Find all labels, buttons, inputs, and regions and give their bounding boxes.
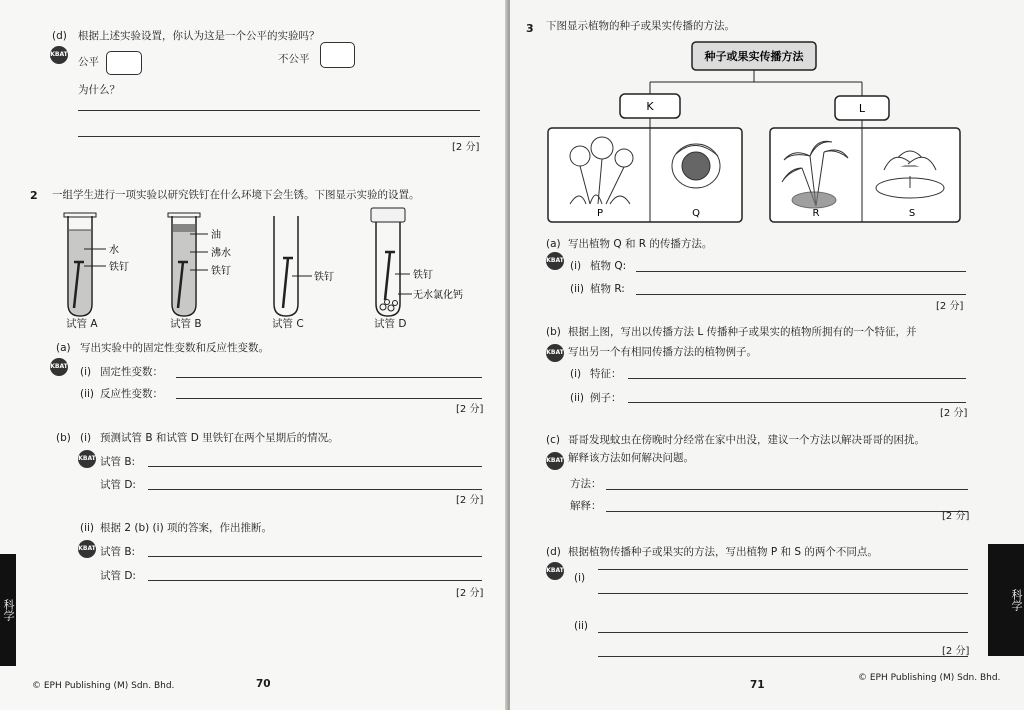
q3b-marks: [2 分] bbox=[940, 408, 968, 419]
tube-d-label-cacl2: 无水氯化钙 bbox=[413, 290, 463, 301]
q3c-question-line2: 解释该方法如何解决问题。 bbox=[568, 452, 694, 464]
q2b-marks: [2 分] bbox=[456, 495, 484, 506]
q3d-label: (d) bbox=[546, 546, 561, 558]
q2b-label: (b) bbox=[56, 432, 71, 444]
left-page bbox=[0, 0, 508, 710]
q3-number: 3 bbox=[526, 22, 534, 35]
q3c-explain-label: 解释： bbox=[570, 500, 602, 512]
q3b-question-line2: 写出另一个有相同传播方法的植物例子。 bbox=[568, 346, 757, 358]
hots-badge-icon: KBAT bbox=[50, 46, 68, 64]
answer-line[interactable] bbox=[598, 593, 968, 594]
test-tube-a bbox=[64, 213, 129, 316]
q2a-ii-text: 反应性变数： bbox=[100, 388, 163, 400]
answer-line[interactable] bbox=[628, 378, 966, 379]
answer-line[interactable] bbox=[78, 136, 480, 137]
tube-b-label-oil: 油 bbox=[211, 230, 221, 241]
answer-line[interactable] bbox=[148, 556, 482, 557]
hots-badge-icon: KBAT bbox=[546, 452, 564, 470]
q2b-i-num: (i) bbox=[80, 432, 92, 444]
q2b-ii-question: 根据 2 (b) (i) 项的答案，作出推断。 bbox=[100, 522, 272, 534]
subject-tab: 科学 bbox=[988, 544, 1024, 656]
q3b-i-text: 特征： bbox=[590, 368, 622, 380]
q3c-method-label: 方法： bbox=[570, 478, 602, 490]
q3c-marks: [2 分] bbox=[942, 511, 970, 522]
tube-a-label-nail: 铁钉 bbox=[109, 262, 129, 273]
answer-line[interactable] bbox=[598, 632, 968, 633]
hots-badge-icon: KBAT bbox=[546, 562, 564, 580]
plant-r-label: R bbox=[812, 208, 820, 219]
q3d-ii-num: (ii) bbox=[574, 620, 589, 632]
q2b-ii-tube-b: 试管 B: bbox=[100, 546, 136, 558]
q2b-question: 预测试管 B 和试管 D 里铁钉在两个星期后的情况。 bbox=[100, 432, 339, 444]
plant-p-label: P bbox=[596, 208, 604, 219]
fair-label: 公平 bbox=[78, 56, 99, 68]
hots-badge-icon: KBAT bbox=[50, 358, 68, 376]
hots-badge-icon: KBAT bbox=[78, 540, 96, 558]
q1d-label: (d) bbox=[52, 30, 67, 42]
hots-badge-icon: KBAT bbox=[546, 252, 564, 270]
tube-a-name: 试管 A bbox=[66, 318, 98, 330]
q2a-marks: [2 分] bbox=[456, 404, 484, 415]
q3a-label: (a) bbox=[546, 238, 561, 250]
q2a-question: 写出实验中的固定性变数和反应性变数。 bbox=[80, 342, 269, 354]
q2a-ii-num: (ii) bbox=[80, 388, 95, 400]
answer-line[interactable] bbox=[148, 466, 482, 467]
q1d-marks: [2 分] bbox=[452, 142, 480, 153]
tube-d-label-nail: 铁钉 bbox=[413, 270, 433, 281]
tube-c-label-nail: 铁钉 bbox=[314, 272, 334, 283]
seed-dispersal-diagram bbox=[540, 38, 970, 224]
q3b-ii-num: (ii) bbox=[570, 392, 585, 404]
q3a-i-text: 植物 Q: bbox=[590, 260, 627, 272]
q2b-ii-tube-d: 试管 D: bbox=[100, 570, 136, 582]
q2-number: 2 bbox=[30, 189, 38, 202]
q2b-tube-d: 试管 D: bbox=[100, 479, 136, 491]
plant-s-label: S bbox=[908, 208, 916, 219]
q3-question: 下图显示植物的种子或果实传播的方法。 bbox=[546, 20, 735, 32]
q3d-i-num: (i) bbox=[574, 572, 586, 584]
copyright: © EPH Publishing (M) Sdn. Bhd. bbox=[858, 673, 1001, 683]
copyright: © EPH Publishing (M) Sdn. Bhd. bbox=[32, 681, 175, 691]
q3c-label: (c) bbox=[546, 434, 560, 446]
test-tube-d bbox=[371, 208, 463, 316]
q2a-i-text: 固定性变数： bbox=[100, 366, 163, 378]
q3b-i-num: (i) bbox=[570, 368, 582, 380]
tube-b-name: 试管 B bbox=[170, 318, 202, 330]
answer-line[interactable] bbox=[636, 294, 966, 295]
answer-line[interactable] bbox=[636, 271, 966, 272]
test-tube-c bbox=[274, 216, 334, 316]
test-tube-diagram bbox=[50, 204, 490, 330]
answer-line[interactable] bbox=[148, 489, 482, 490]
q3a-marks: [2 分] bbox=[936, 301, 964, 312]
tube-b-label-water: 沸水 bbox=[211, 248, 231, 259]
answer-line[interactable] bbox=[606, 511, 968, 512]
answer-line[interactable] bbox=[78, 110, 480, 111]
plant-q-illustration bbox=[672, 144, 720, 188]
answer-line[interactable] bbox=[598, 656, 968, 657]
hots-badge-icon: KBAT bbox=[546, 344, 564, 362]
q3a-question: 写出植物 Q 和 R 的传播方法。 bbox=[568, 238, 713, 250]
q2a-label: (a) bbox=[56, 342, 71, 354]
q3b-label: (b) bbox=[546, 326, 561, 338]
q3d-marks: [2 分] bbox=[942, 646, 970, 657]
q2b-ii-num: (ii) bbox=[80, 522, 95, 534]
answer-line[interactable] bbox=[176, 398, 482, 399]
answer-line[interactable] bbox=[148, 580, 482, 581]
hots-badge-icon: KBAT bbox=[78, 450, 96, 468]
tube-b-label-nail: 铁钉 bbox=[211, 266, 231, 277]
answer-line[interactable] bbox=[598, 569, 968, 570]
q3b-ii-text: 例子： bbox=[590, 392, 622, 404]
q3a-ii-text: 植物 R: bbox=[590, 283, 625, 295]
why-label: 为什么？ bbox=[78, 84, 120, 96]
fair-checkbox[interactable] bbox=[106, 51, 142, 75]
test-tube-b bbox=[168, 213, 231, 316]
branch-k: K bbox=[646, 100, 654, 113]
page-number: 71 bbox=[750, 679, 765, 691]
q1d-question: 根据上述实验设置，你认为这是一个公平的实验吗？ bbox=[78, 30, 320, 42]
q3a-i-num: (i) bbox=[570, 260, 582, 272]
q2b-tube-b: 试管 B: bbox=[100, 456, 136, 468]
branch-l: L bbox=[858, 102, 866, 115]
q2-question: 一组学生进行一项实验以研究铁钉在什么环境下会生锈。下图显示实验的设置。 bbox=[52, 189, 420, 201]
unfair-checkbox[interactable] bbox=[320, 42, 355, 68]
q3c-question-line1: 哥哥发现蚊虫在傍晚时分经常在家中出没，建议一个方法以解决哥哥的困扰。 bbox=[568, 434, 925, 446]
right-page bbox=[510, 0, 1024, 710]
page-number: 70 bbox=[256, 678, 271, 690]
tube-c-name: 试管 C bbox=[272, 318, 304, 330]
subject-tab: 科学 bbox=[0, 554, 16, 666]
unfair-label: 不公平 bbox=[278, 53, 310, 65]
q2b-ii-marks: [2 分] bbox=[456, 588, 484, 599]
q3b-question-line1: 根据上图，写出以传播方法 L 传播种子或果实的植物所拥有的一个特征，并 bbox=[568, 326, 917, 338]
q3d-question: 根据植物传播种子或果实的方法，写出植物 P 和 S 的两个不同点。 bbox=[568, 546, 878, 558]
plant-q-label: Q bbox=[692, 208, 700, 219]
answer-line[interactable] bbox=[606, 489, 968, 490]
answer-line[interactable] bbox=[628, 402, 966, 403]
answer-line[interactable] bbox=[176, 377, 482, 378]
tube-a-label-water: 水 bbox=[109, 245, 119, 256]
tube-d-name: 试管 D bbox=[374, 318, 407, 330]
q3a-ii-num: (ii) bbox=[570, 283, 585, 295]
diagram-title: 种子或果实传播方法 bbox=[704, 50, 804, 63]
q2a-i-num: (i) bbox=[80, 366, 92, 378]
